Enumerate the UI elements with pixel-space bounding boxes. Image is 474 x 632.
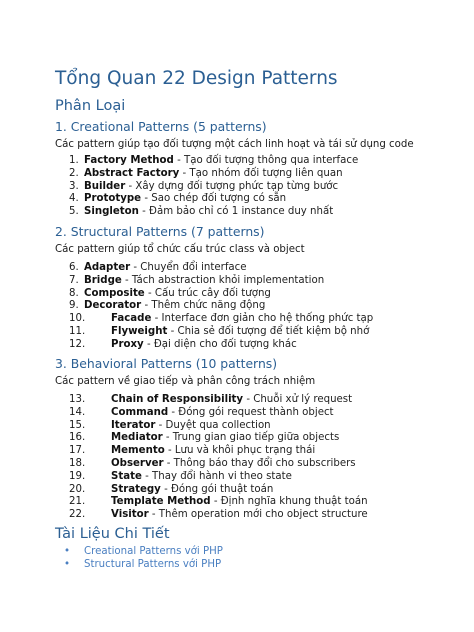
pattern-name: Decorator xyxy=(84,300,142,312)
creational-list xyxy=(0,155,474,219)
pattern-description: - Chuyển đổi interface xyxy=(130,262,247,273)
item-content xyxy=(111,471,292,484)
item-content xyxy=(111,407,334,420)
item-content xyxy=(111,509,368,522)
pattern-description: - Xây dựng đối tượng phức tạp từng bước xyxy=(125,180,339,192)
list-item xyxy=(0,262,474,275)
pattern-name: Builder xyxy=(84,180,126,192)
item-number: 19. xyxy=(69,470,86,482)
item-number: 6. xyxy=(69,262,79,273)
pattern-description: - Lưu và khôi phục trạng thái xyxy=(164,445,316,457)
pattern-name: Flyweight xyxy=(111,325,168,337)
structural-list xyxy=(0,262,474,352)
pattern-description: - Đóng gói thuật toán xyxy=(160,483,274,495)
details-heading: Tài Liệu Chi Tiết xyxy=(55,526,170,542)
pattern-name: State xyxy=(111,470,142,482)
item-content xyxy=(111,458,356,471)
item-number: 12. xyxy=(69,338,86,350)
pattern-description: - Thêm operation mới cho object structure xyxy=(148,509,368,521)
list-item xyxy=(0,288,474,301)
item-number: 3. xyxy=(69,180,79,192)
item-number: 22. xyxy=(69,509,86,521)
item-number: 20. xyxy=(69,483,86,495)
item-content xyxy=(84,275,324,288)
pattern-name: Adapter xyxy=(84,262,131,273)
item-content xyxy=(111,496,368,509)
pattern-name: Command xyxy=(111,406,169,418)
list-item xyxy=(0,193,474,206)
list-item xyxy=(0,545,474,558)
behavioral-list xyxy=(0,394,474,522)
item-number: 4. xyxy=(69,193,79,205)
item-number: 8. xyxy=(69,287,79,299)
list-item xyxy=(0,445,474,458)
page-title: Tổng Quan 22 Design Patterns xyxy=(55,68,338,89)
behavioral-description: Các pattern về giao tiếp và phân công trách nhiệm xyxy=(55,376,316,387)
list-item xyxy=(0,509,474,522)
pattern-description: - Duyệt qua collection xyxy=(155,419,271,431)
pattern-name: Visitor xyxy=(111,509,149,521)
item-number: 17. xyxy=(69,445,86,457)
pattern-description: - Tách abstraction khỏi implementation xyxy=(121,274,325,286)
list-item xyxy=(0,275,474,288)
item-content xyxy=(84,262,247,275)
pattern-name: Iterator xyxy=(111,419,156,431)
pattern-name: Singleton xyxy=(84,206,139,218)
item-content xyxy=(84,168,343,181)
creational-heading: 1. Creational Patterns (5 patterns) xyxy=(55,119,267,134)
pattern-name: Memento xyxy=(111,445,165,457)
item-number: 2. xyxy=(69,167,79,179)
item-number: 15. xyxy=(69,419,86,431)
pattern-description: - Tạo nhóm đối tượng liên quan xyxy=(179,167,343,179)
pattern-description: - Chia sẻ đối tượng để tiết kiệm bộ nhớ xyxy=(167,325,370,337)
item-content xyxy=(111,445,315,458)
item-content xyxy=(111,432,339,445)
list-item xyxy=(0,432,474,445)
links-list xyxy=(0,545,474,571)
list-item xyxy=(0,407,474,420)
item-number: 11. xyxy=(69,325,86,337)
pattern-description: - Thay đổi hành vi theo state xyxy=(141,470,292,482)
bullet-icon: • xyxy=(64,546,71,557)
pattern-description: - Đóng gói request thành object xyxy=(168,406,334,418)
list-item xyxy=(0,155,474,168)
pattern-name: Strategy xyxy=(111,483,161,495)
list-item xyxy=(0,339,474,352)
list-item xyxy=(0,206,474,219)
pattern-description: - Interface đơn giản cho hệ thống phức tạp xyxy=(151,313,374,325)
item-content xyxy=(111,484,273,497)
pattern-name: Prototype xyxy=(84,193,142,205)
item-content xyxy=(84,288,271,301)
item-content xyxy=(111,339,297,352)
item-content xyxy=(111,313,373,326)
behavioral-heading: 3. Behavioral Patterns (10 patterns) xyxy=(55,356,278,371)
list-item xyxy=(0,420,474,433)
pattern-description: - Chuỗi xử lý request xyxy=(243,394,353,405)
pattern-name: Factory Method xyxy=(84,155,174,166)
item-number: 18. xyxy=(69,457,86,469)
item-number: 7. xyxy=(69,274,79,286)
item-number: 10. xyxy=(69,313,86,325)
item-content xyxy=(84,300,265,313)
pattern-description: - Thêm chức năng động xyxy=(141,300,266,312)
creational-description: Các pattern giúp tạo đối tượng một cách linh hoạt và tái sử dụng code xyxy=(55,139,414,150)
pattern-name: Abstract Factory xyxy=(84,167,180,179)
link-creational-php[interactable]: Creational Patterns với PHP xyxy=(84,546,223,557)
pattern-name: Template Method xyxy=(111,496,211,508)
pattern-name: Composite xyxy=(84,287,145,299)
item-number: 13. xyxy=(69,394,86,405)
list-item xyxy=(0,496,474,509)
list-item xyxy=(0,326,474,339)
pattern-description: - Đại diện cho đối tượng khác xyxy=(143,338,297,350)
link-structural-php[interactable]: Structural Patterns với PHP xyxy=(84,559,222,570)
list-item xyxy=(0,394,474,407)
item-content xyxy=(84,155,358,168)
pattern-description: - Trung gian giao tiếp giữa objects xyxy=(162,432,340,444)
list-item xyxy=(0,168,474,181)
item-content xyxy=(84,181,338,194)
list-item xyxy=(0,558,474,571)
item-content xyxy=(111,326,369,339)
item-number: 9. xyxy=(69,300,79,312)
item-number: 5. xyxy=(69,206,79,218)
pattern-name: Observer xyxy=(111,457,164,469)
pattern-name: Mediator xyxy=(111,432,163,444)
item-number: 1. xyxy=(69,155,79,166)
pattern-name: Facade xyxy=(111,313,152,325)
pattern-description: - Định nghĩa khung thuật toán xyxy=(210,496,368,508)
pattern-description: - Cấu trúc cây đối tượng xyxy=(144,287,271,299)
pattern-name: Chain of Responsibility xyxy=(111,394,244,405)
classification-heading: Phân Loại xyxy=(55,98,126,114)
pattern-description: - Sao chép đối tượng có sẵn xyxy=(141,193,287,205)
list-item xyxy=(0,484,474,497)
item-number: 14. xyxy=(69,406,86,418)
item-content xyxy=(111,394,352,407)
item-content xyxy=(84,206,333,219)
structural-heading: 2. Structural Patterns (7 patterns) xyxy=(55,224,265,239)
pattern-description: - Thông báo thay đổi cho subscribers xyxy=(163,457,356,469)
item-number: 21. xyxy=(69,496,86,508)
pattern-name: Bridge xyxy=(84,274,122,286)
pattern-name: Proxy xyxy=(111,338,144,350)
item-content xyxy=(84,193,286,206)
list-item xyxy=(0,313,474,326)
list-item xyxy=(0,458,474,471)
pattern-description: - Tạo đối tượng thông qua interface xyxy=(173,155,359,166)
item-content xyxy=(111,420,271,433)
list-item xyxy=(0,471,474,484)
list-item xyxy=(0,181,474,194)
bullet-icon: • xyxy=(64,559,71,570)
item-number: 16. xyxy=(69,432,86,444)
list-item xyxy=(0,300,474,313)
pattern-description: - Đảm bảo chỉ có 1 instance duy nhất xyxy=(138,206,334,218)
structural-description: Các pattern giúp tổ chức cấu trúc class và object xyxy=(55,244,305,255)
